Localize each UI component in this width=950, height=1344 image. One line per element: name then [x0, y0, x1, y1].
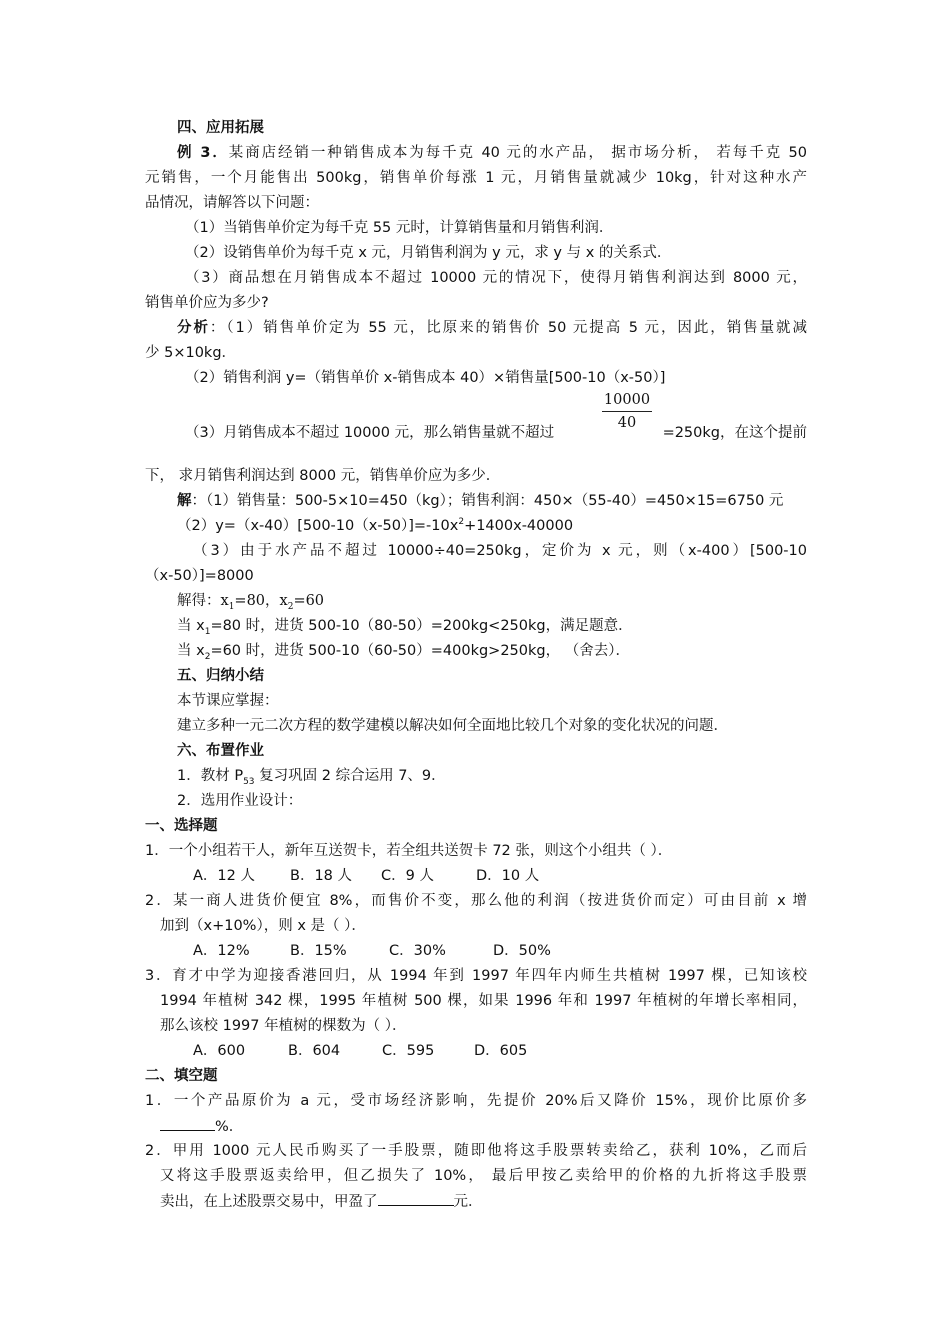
choice-question-3c: 那么该校 1997 年植树的棵数为（ ）．	[160, 1018, 407, 1034]
fraction-denominator: 40	[617, 415, 637, 431]
solution-line-4: 解得：$x_1=80$，$x_2=60$	[177, 593, 325, 612]
choice-question-1: 1．一个小组若干人，新年互送贺卡，若全组共送贺卡 72 张，则这个小组共（ ）．	[145, 843, 673, 859]
example-3-question-3b: 销售单价应为多少?	[145, 295, 269, 311]
solution-line-2: $(2)y=(x-40)[500-10(x-50)]=-10x^2+1400x-40000$	[177, 517, 574, 534]
choice-2-option-c: C．30%	[389, 943, 446, 959]
solution-line-1: 解：（1）销售量：500-5×10=450（kg）；销售利润：450×（55-40）=450×15=6750 元	[177, 493, 784, 509]
example-3-question-2: （2）设销售单价为每千克 x 元，月销售利润为 y 元，求 y 与 x 的关系式．	[185, 245, 672, 261]
choice-heading: 一、选择题	[145, 818, 218, 834]
choice-3-option-d: D．605	[474, 1043, 528, 1059]
example-3-line-1: 例 3．某商店经销一种销售成本为每千克 40 元的水产品， 据市场分析， 若每千克 50	[177, 145, 807, 161]
fraction-numerator: 10000	[603, 392, 651, 408]
example-3-question-1: （1）当销售单价定为每千克 55 元时，计算销售量和月销售利润．	[185, 220, 614, 236]
fill-heading: 二、填空题	[145, 1068, 218, 1084]
fill-question-1a: 1．一个产品原价为 a 元，受市场经济影响，先提价 20%后又降价 15%，现价比原价多	[145, 1093, 807, 1109]
choice-2-option-d: D．50%	[493, 943, 551, 959]
summary-intro: 本节课应掌握：	[177, 693, 279, 709]
section-4-heading: 四、应用拓展	[177, 120, 264, 136]
choice-question-3b: 1994 年植树 342 棵，1995 年植树 500 棵，如果 1996 年和 1997 年植树的年增长率相同，	[160, 993, 807, 1009]
answer-blank[interactable]	[160, 1116, 215, 1131]
example-3-line-3: 品情况，请解答以下问题：	[145, 195, 319, 211]
choice-1-option-d: D．10 人	[476, 868, 540, 884]
fill-question-2a: 2．甲用 1000 元人民币购买了一手股票，随即他将这手股票转卖给乙，获利 10%，乙而后	[145, 1143, 807, 1159]
choice-3-option-a: A．600	[193, 1043, 246, 1059]
analysis-label: 分析	[177, 320, 210, 336]
analysis-line-3b: =250kg，在这个提前	[662, 425, 807, 441]
example-3-label: 例 3．	[177, 145, 229, 161]
choice-3-option-c: C．595	[382, 1043, 435, 1059]
fill-question-2c: 卖出，在上述股票交易中，甲盈了 元．	[160, 1191, 807, 1212]
fill-question-2b: 又将这手股票返卖给甲，但乙损失了 10%， 最后甲按乙卖给甲的价格的九折将这手股票	[160, 1168, 807, 1184]
choice-question-3a: 3．育才中学为迎接香港回归，从 1994 年到 1997 年四年内师生共植树 1997 棵，已知该校	[145, 968, 807, 984]
section-6-heading: 六、布置作业	[177, 743, 264, 759]
fraction-bar	[602, 411, 652, 412]
answer-blank[interactable]	[378, 1191, 454, 1206]
example-3-line-2: 元销售，一个月能售出 500kg，销售单价每涨 1 元，月销售量就减少 10kg，针对这种水产	[145, 170, 807, 186]
analysis-line-1: 分析：（1）销售单价定为 55 元，比原来的销售价 50 元提高 5 元，因此，销售量就减	[177, 320, 807, 336]
solution-line-3b: （x-50）]=8000	[145, 568, 254, 584]
analysis-line-1b: 少 5×10kg．	[145, 345, 237, 361]
example-3-question-3a: （3）商品想在月销售成本不超过 10000 元的情况下，使得月销售利润达到 8000 元，	[185, 270, 807, 286]
fraction-10000-over-40	[602, 390, 652, 433]
solution-line-6: 当 $x_2=60$ 时，进货 500-10（60-50）=400kg>250kg， （舍去）．	[177, 643, 630, 662]
summary-content: 建立多种一元二次方程的数学建模以解决如何全面地比较几个对象的变化状况的问题．	[177, 718, 728, 734]
choice-2-option-a: A．12%	[193, 943, 250, 959]
choice-1-option-a: A．12 人	[193, 868, 255, 884]
analysis-line-3c: 下， 求月销售利润达到 8000 元，销售单价应为多少．	[145, 468, 501, 484]
solution-label: 解	[177, 493, 192, 509]
fill-question-1b: %．	[160, 1116, 807, 1137]
section-5-heading: 五、归纳小结	[177, 668, 264, 684]
choice-question-2a: 2．某一商人进货价便宜 8%，而售价不变，那么他的利润（按进货价而定）可由目前 x 增	[145, 893, 807, 909]
choice-2-option-b: B．15%	[290, 943, 347, 959]
choice-1-option-b: B．18 人	[290, 868, 353, 884]
choice-question-2b: 加到（x+10%），则 x 是（ ）．	[160, 918, 366, 934]
solution-line-5: 当 $x_1=80$ 时，进货 500-10（80-50）=200kg<250kg，满足题意．	[177, 618, 633, 637]
choice-3-option-b: B．604	[288, 1043, 341, 1059]
homework-item-2: 2．选用作业设计：	[177, 793, 303, 809]
choice-1-option-c: C．9 人	[381, 868, 434, 884]
solution-line-3a: （3）由于水产品不超过 10000÷40=250kg，定价为 x 元，则（x-400）[500-10	[193, 543, 807, 559]
analysis-line-2: （2）销售利润 y=（销售单价 x-销售成本 40）×销售量[500-10（x-50）]	[185, 370, 666, 386]
homework-item-1: 1．教材 $P_{53}$ 复习巩固 2 综合运用 7、9．	[177, 768, 446, 787]
analysis-line-3a: （3）月销售成本不超过 10000 元，那么销售量就不超过	[185, 425, 555, 441]
